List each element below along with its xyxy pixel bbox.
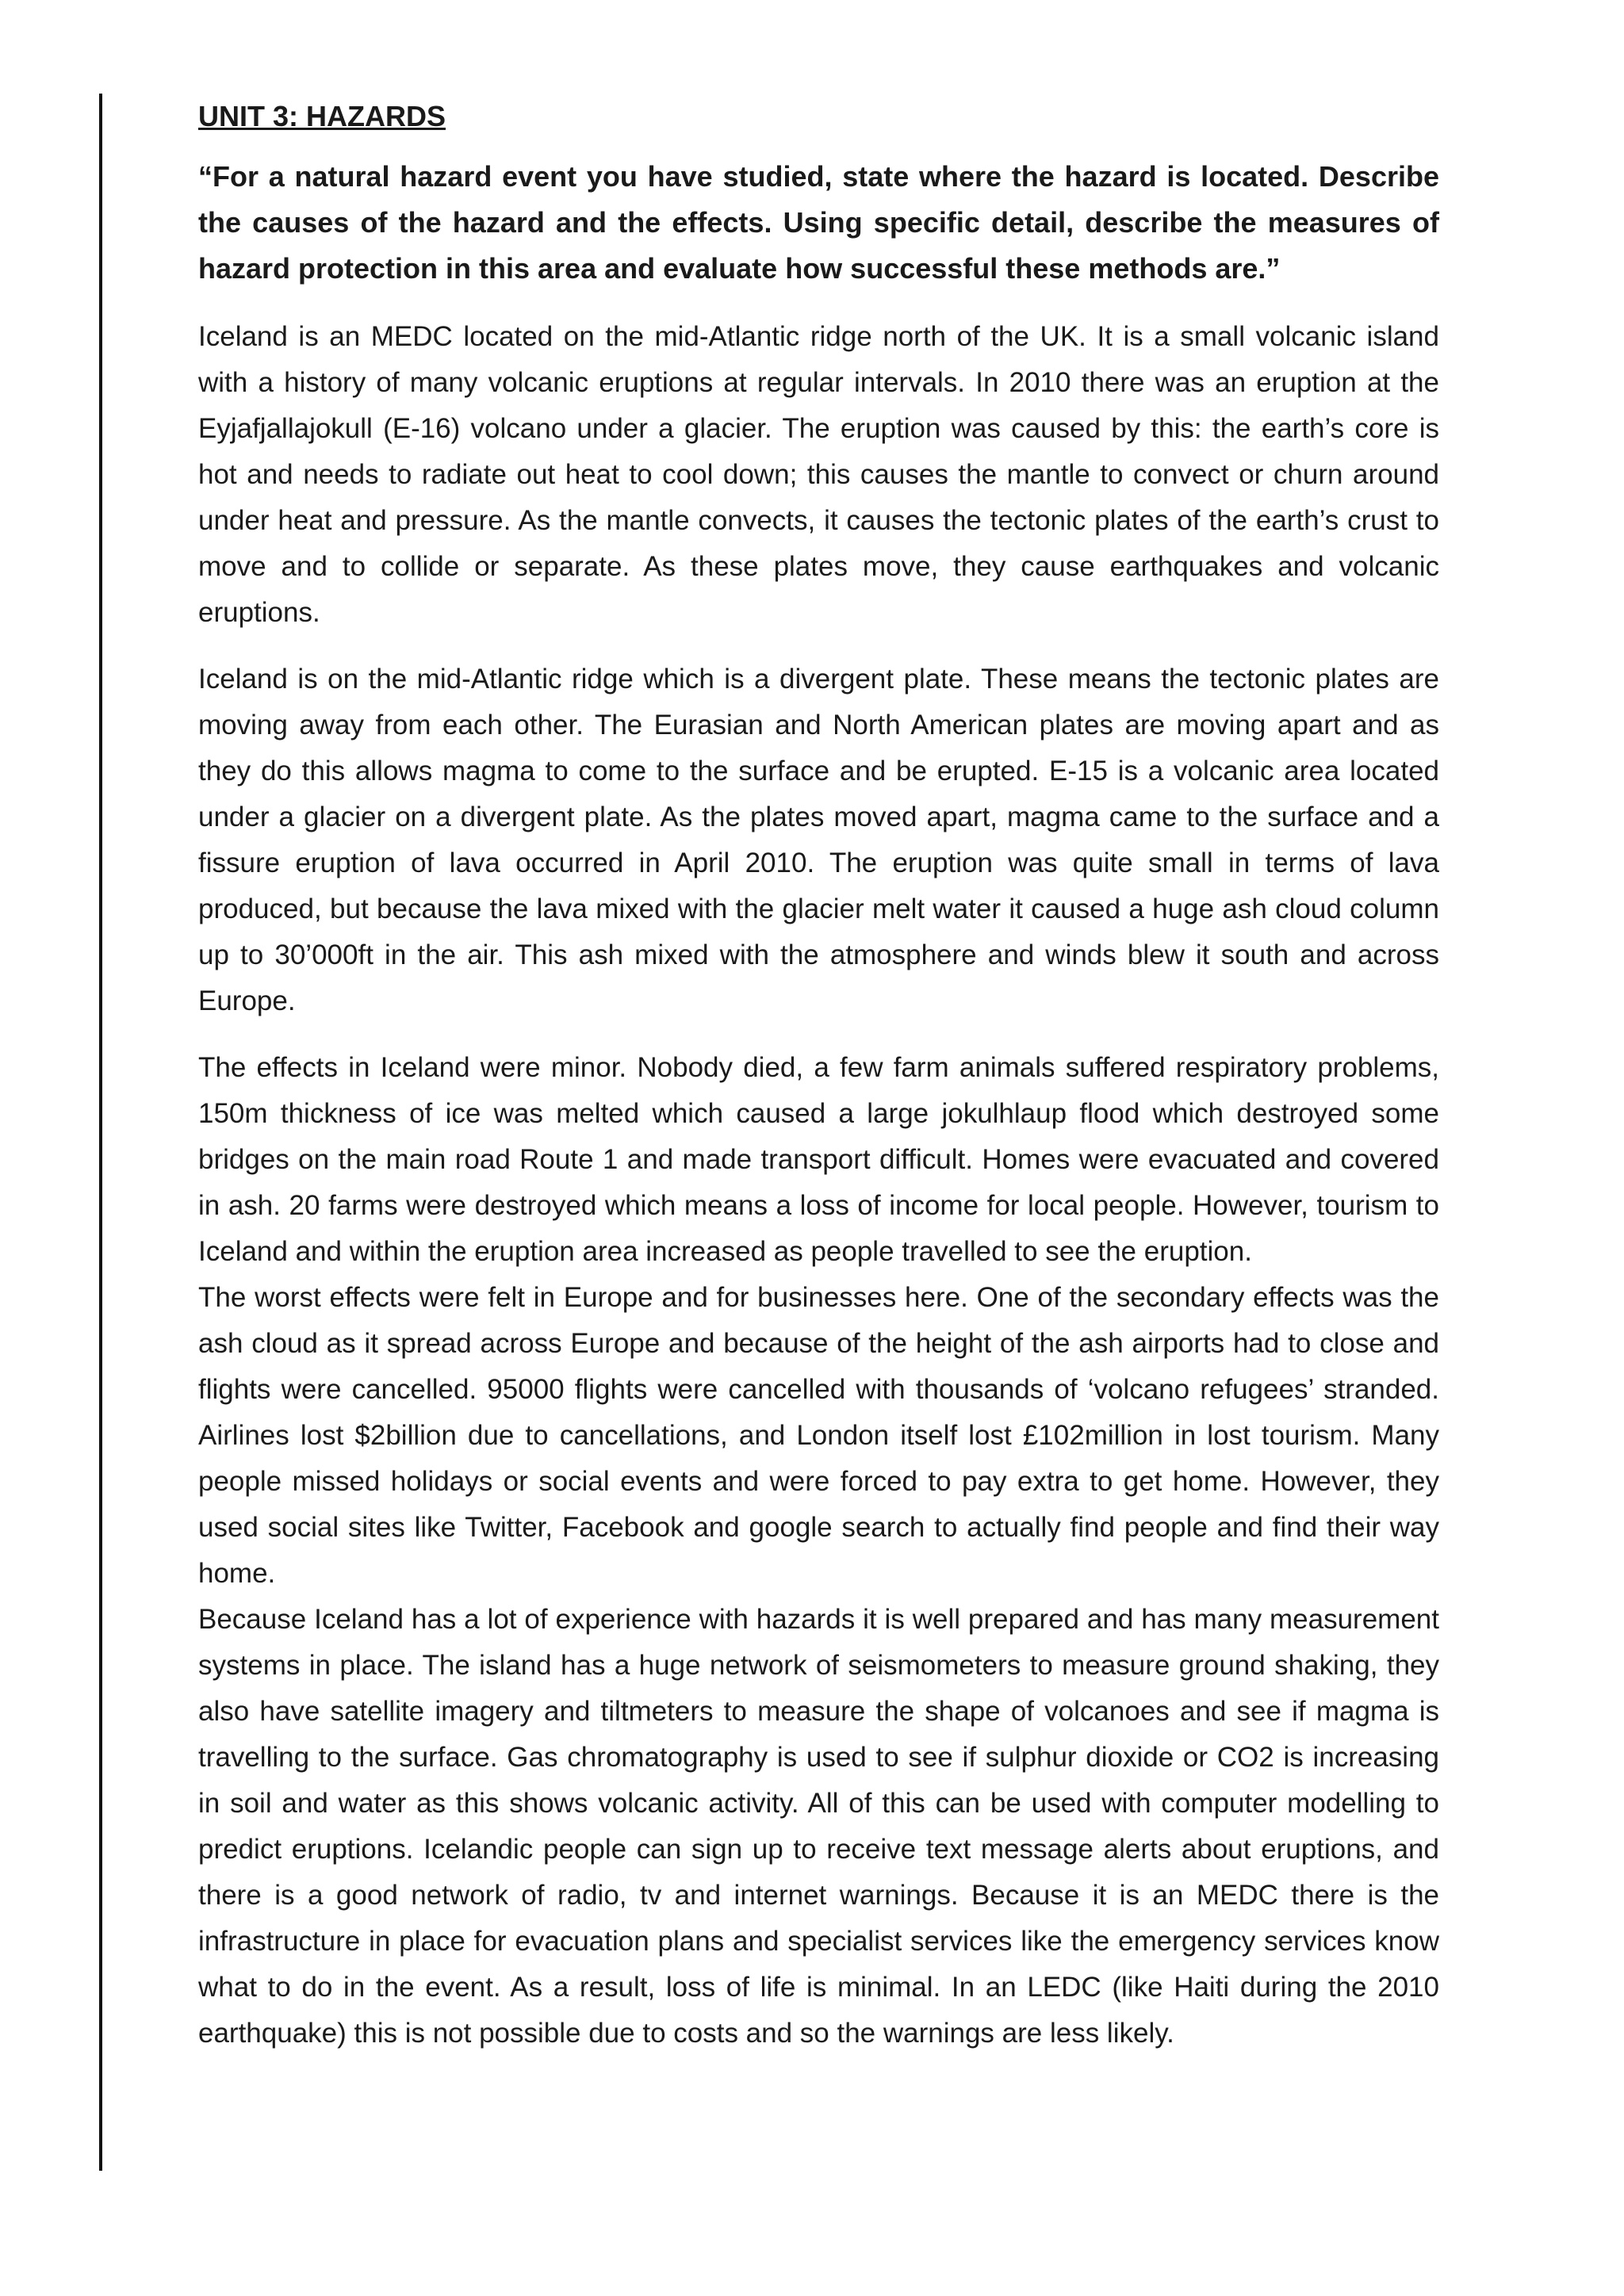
paragraph-plate-boundary: Iceland is on the mid-Atlantic ridge which is a divergent plate. These means the tectonic plates are moving away from each other. The Eurasian and North American plates are moving apart and as they do this allows magma to come to the surface and be erupted. E-15 is a volcanic area located under a glacier on a divergent plate. As the plates moved apart, magma came to the surface and a fissure eruption of lava occurred in April 2010. The eruption was quite small in terms of lava produced, but because the lava mixed with the glacier melt water it caused a huge ash cloud column up to 30’000ft in the air. This ash mixed with the atmosphere and winds blew it south and across Europe. [198, 664, 1439, 1016]
paragraph-protection-measures: Because Iceland has a lot of experience with hazards it is well prepared and has many measurement systems in place. The island has a huge network of seismometers to measure ground shaking, they also have satellite imagery and tiltmeters to measure the shape of volcanoes and see if magma is travelling to the surface. Gas chromatography is used to see if sulphur dioxide or CO2 is increasing in soil and water as this shows volcanic activity. All of this can be used with computer modelling to predict eruptions. Icelandic people can sign up to receive text message alerts about eruptions, and there is a good network of radio, tv and internet warnings. Because it is an MEDC there is the infrastructure in place for evacuation plans and specialist services like the emergency services know what to do in the event. As a result, loss of life is minimal. In an LEDC (like Haiti during the 2010 earthquake) this is not possible due to costs and so the warnings are less likely. [198, 1604, 1439, 2049]
unit-heading: UNIT 3: HAZARDS [198, 100, 446, 132]
document-page [198, 94, 1439, 2057]
paragraph-location-causes: Iceland is an MEDC located on the mid-Atlantic ridge north of the UK. It is a small volcanic island with a history of many volcanic eruptions at regular intervals. In 2010 there was an eruption at the Eyjafjallajokull (E-16) volcano under a glacier. The eruption was caused by this: the earth’s core is hot and needs to radiate out heat to cool down; this causes the mantle to convect or churn around under heat and pressure. As the mantle convects, it causes the tectonic plates of the earth’s crust to move and to collide or separate. As these plates move, they cause earthquakes and volcanic eruptions. [198, 321, 1439, 628]
margin-rule [99, 94, 102, 2171]
paragraph-effects-europe: The worst effects were felt in Europe and for businesses here. One of the secondary effects was the ash cloud as it spread across Europe and because of the height of the ash airports had to close and flights were cancelled. 95000 flights were cancelled with thousands of ‘volcano refugees’ stranded. Airlines lost $2billion due to cancellations, and London itself lost £102million in lost tourism. Many people missed holidays or social events and were forced to pay extra to get home. However, they used social sites like Twitter, Facebook and google search to actually find people and find their way home. [198, 1282, 1439, 1589]
paragraph-effects-iceland: The effects in Iceland were minor. Nobody died, a few farm animals suffered respiratory problems, 150m thickness of ice was melted which caused a large jokulhlaup flood which destroyed some bridges on the main road Route 1 and made transport difficult. Homes were evacuated and covered in ash. 20 farms were destroyed which means a loss of income for local people. However, tourism to Iceland and within the eruption area increased as people travelled to see the eruption. [198, 1052, 1439, 1267]
essay-question: “For a natural hazard event you have studied, state where the hazard is located. Describe the causes of the hazard and the effects. Using specific detail, describe the measures of hazard protection in this area and evaluate how successful these methods are.” [198, 160, 1439, 285]
